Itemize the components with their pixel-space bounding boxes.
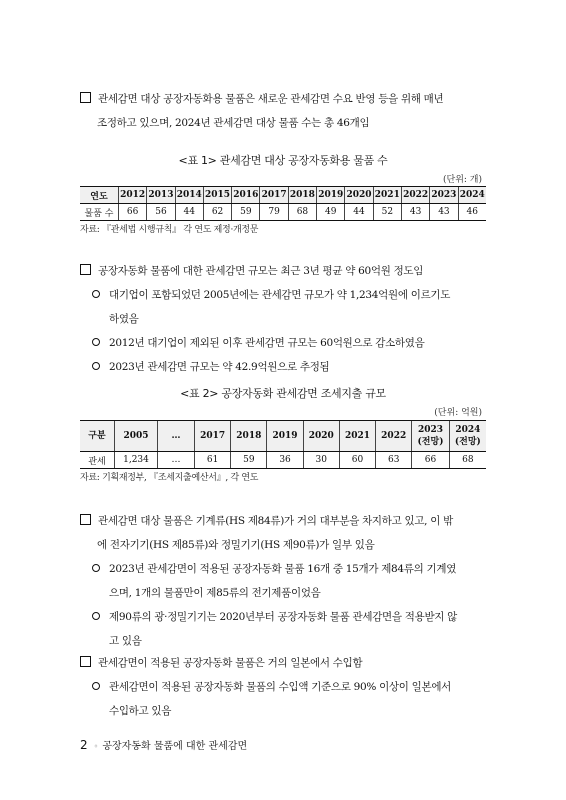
table-cell: 66 bbox=[119, 204, 147, 221]
table-header-cell: 2015 bbox=[203, 187, 231, 204]
bullet-text: 하였음 bbox=[109, 313, 139, 325]
table-header-cell: 2021 bbox=[373, 187, 401, 204]
table-cell: 43 bbox=[430, 204, 458, 221]
paragraph-item-classes bbox=[80, 509, 500, 653]
table-cell: 59 bbox=[231, 452, 267, 469]
paragraph-text: 관세감면 대상 공장자동화용 물품은 새로운 관세감면 수요 반영 등을 위해 매년 bbox=[98, 93, 444, 105]
bullet-item bbox=[80, 355, 500, 379]
bullet-item bbox=[80, 605, 500, 629]
bullet-text: 수입하고 있음 bbox=[109, 705, 172, 717]
table2-unit: (단위: 억원) bbox=[434, 408, 482, 418]
table-cell: 36 bbox=[267, 452, 303, 469]
circle-bullet-icon bbox=[92, 290, 100, 298]
circle-bullet-icon bbox=[92, 564, 100, 572]
header-year: 2024 bbox=[455, 425, 481, 435]
table-header-cell: 연도 bbox=[80, 187, 119, 204]
bullet-text: 대기업이 포함되었던 2005년에는 관세감면 규모가 약 1,234억원에 이르기도 bbox=[109, 289, 451, 301]
table-cell: 68 bbox=[449, 452, 486, 469]
table1-caption: <표 1> 관세감면 대상 공장자동화용 물품 수 bbox=[178, 154, 388, 167]
bullet-text: 제90류의 광·정밀기기는 2020년부터 공장자동화 물품 관세감면을 적용받지 않 bbox=[109, 611, 458, 623]
bullet-text: 으며, 1개의 물품만이 제85류의 전기제품이었음 bbox=[109, 587, 321, 599]
table2-source: 자료: 기획재정부, 『조세지출예산서』, 각 연도 bbox=[80, 473, 259, 483]
table-header-cell bbox=[449, 421, 486, 452]
table-cell: 79 bbox=[260, 204, 288, 221]
table-header-cell: 2019 bbox=[267, 421, 303, 452]
table-header-cell: 2022 bbox=[401, 187, 429, 204]
table-cell: 43 bbox=[401, 204, 429, 221]
table-cell: 68 bbox=[288, 204, 316, 221]
bullet-text: 2023년 관세감면이 적용된 공장자동화 물품 16개 중 15개가 제84류의 기계였 bbox=[109, 563, 457, 575]
table-row bbox=[80, 204, 486, 221]
table-row bbox=[80, 452, 486, 469]
table-header-cell: 2024 bbox=[458, 187, 486, 204]
table1 bbox=[80, 186, 486, 221]
table-cell: 66 bbox=[412, 452, 449, 469]
table-header-cell: 2022 bbox=[376, 421, 412, 452]
table-cell: … bbox=[158, 452, 195, 469]
table-cell: 30 bbox=[303, 452, 339, 469]
table-header-cell: 2020 bbox=[345, 187, 373, 204]
table-header-cell: 2018 bbox=[231, 421, 267, 452]
header-year: 2023 bbox=[417, 425, 444, 435]
paragraph-text: 조정하고 있으며, 2024년 관세감면 대상 물품 수는 총 46개임 bbox=[97, 117, 370, 129]
footer-separator: ◦ bbox=[93, 742, 99, 751]
table-cell: 1,234 bbox=[115, 452, 158, 469]
table-cell: 63 bbox=[376, 452, 412, 469]
bullet-item bbox=[80, 557, 500, 581]
bullet-text: 2012년 대기업이 제외된 이후 관세감면 규모는 60억원으로 감소하였음 bbox=[109, 337, 425, 349]
bullet-text: 2023년 관세감면 규모는 약 42.9억원으로 추정됨 bbox=[109, 361, 330, 373]
paragraph-text: 관세감면 대상 물품은 기계류(HS 제84류)가 거의 대부분을 차지하고 있고, 이 밖 bbox=[98, 515, 453, 527]
circle-bullet-icon bbox=[92, 362, 100, 370]
circle-bullet-icon bbox=[92, 612, 100, 620]
paragraph-text: 에 전자기기(HS 제85류)와 정밀기기(HS 제90류)가 일부 있음 bbox=[97, 539, 375, 551]
table-cell: 61 bbox=[195, 452, 231, 469]
square-bullet-icon bbox=[80, 264, 91, 275]
table-header-cell: … bbox=[158, 421, 195, 452]
paragraph-text: 관세감면이 적용된 공장자동화 물품은 거의 일본에서 수입함 bbox=[98, 657, 363, 669]
table-header-row bbox=[80, 421, 486, 452]
bullet-text: 고 있음 bbox=[109, 635, 142, 647]
circle-bullet-icon bbox=[92, 338, 100, 346]
table-header-cell: 2019 bbox=[317, 187, 345, 204]
bullet-text: 관세감면이 적용된 공장자동화 물품의 수입액 기준으로 90% 이상이 일본에서 bbox=[109, 681, 452, 693]
table-cell: 56 bbox=[147, 204, 175, 221]
table-header-row bbox=[80, 187, 486, 204]
table-header-cell: 2014 bbox=[175, 187, 203, 204]
page-footer bbox=[80, 737, 247, 752]
table2 bbox=[80, 420, 486, 469]
table-cell: 44 bbox=[345, 204, 373, 221]
square-bullet-icon bbox=[80, 92, 91, 103]
table-row-label: 관세 bbox=[80, 452, 115, 469]
square-bullet-icon bbox=[80, 514, 91, 525]
footer-title: 공장자동화 물품에 대한 관세감면 bbox=[102, 741, 248, 752]
table-header-cell: 2020 bbox=[303, 421, 339, 452]
table-header-cell: 2005 bbox=[115, 421, 158, 452]
table-header-cell: 구분 bbox=[80, 421, 115, 452]
square-bullet-icon bbox=[80, 656, 91, 667]
table1-unit: (단위: 개) bbox=[443, 175, 482, 185]
paragraph-item-count bbox=[80, 87, 500, 135]
table-header-cell bbox=[412, 421, 449, 452]
bullet-item bbox=[80, 331, 500, 355]
page-number: 2 bbox=[80, 738, 88, 752]
circle-bullet-icon bbox=[92, 682, 100, 690]
table-header-cell: 2017 bbox=[195, 421, 231, 452]
table-cell: 59 bbox=[232, 204, 260, 221]
bullet-item bbox=[80, 283, 500, 307]
table-header-cell: 2012 bbox=[119, 187, 147, 204]
paragraph-text: 공장자동화 물품에 대한 관세감면 규모는 최근 3년 평균 약 60억원 정도임 bbox=[98, 265, 424, 277]
table1-source: 자료: 『관세법 시행규칙』 각 연도 제정·개정문 bbox=[80, 225, 259, 235]
table-cell: 44 bbox=[175, 204, 203, 221]
table-header-cell: 2017 bbox=[260, 187, 288, 204]
table-cell: 49 bbox=[317, 204, 345, 221]
header-forecast: (전망) bbox=[417, 437, 444, 447]
table-cell: 52 bbox=[373, 204, 401, 221]
table2-caption: <표 2> 공장자동화 관세감면 조세지출 규모 bbox=[180, 387, 386, 400]
table-header-cell: 2013 bbox=[147, 187, 175, 204]
table-cell: 62 bbox=[203, 204, 231, 221]
bullet-item bbox=[80, 675, 500, 699]
table-header-cell: 2016 bbox=[232, 187, 260, 204]
table-cell: 46 bbox=[458, 204, 486, 221]
table-header-cell: 2018 bbox=[288, 187, 316, 204]
table-row-label: 물품 수 bbox=[80, 204, 119, 221]
table-cell: 60 bbox=[339, 452, 375, 469]
table-header-cell: 2021 bbox=[339, 421, 375, 452]
paragraph-import-origin bbox=[80, 651, 500, 723]
paragraph-relief-scale bbox=[80, 259, 500, 379]
table-header-cell: 2023 bbox=[430, 187, 458, 204]
header-forecast: (전망) bbox=[454, 437, 481, 447]
